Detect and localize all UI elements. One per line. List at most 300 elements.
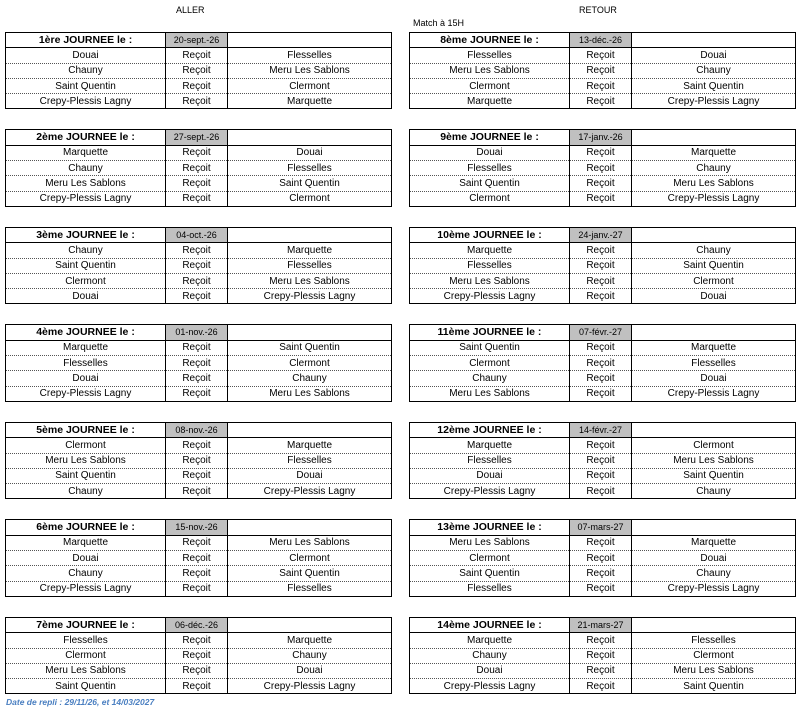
home-team: Clermont xyxy=(410,78,570,93)
recoit-label: Reçoit xyxy=(570,161,632,176)
match-row xyxy=(410,258,796,273)
journee-blank-cell xyxy=(632,520,796,535)
recoit-label: Reçoit xyxy=(570,438,632,453)
journee-blank-cell xyxy=(228,617,392,632)
recoit-label: Reçoit xyxy=(570,386,632,401)
away-team: Flesselles xyxy=(228,453,392,468)
journee-date: 07-mars-27 xyxy=(570,520,632,535)
match-row xyxy=(6,161,392,176)
home-team: Flesselles xyxy=(410,581,570,596)
away-team: Chauny xyxy=(632,566,796,581)
match-row xyxy=(410,176,796,191)
recoit-label: Reçoit xyxy=(166,356,228,371)
away-team: Meru Les Sablons xyxy=(228,386,392,401)
away-team: Chauny xyxy=(632,63,796,78)
away-team: Flesselles xyxy=(228,161,392,176)
home-team: Saint Quentin xyxy=(6,78,166,93)
home-team: Crepy-Plessis Lagny xyxy=(410,484,570,499)
home-team: Meru Les Sablons xyxy=(410,63,570,78)
home-team: Marquette xyxy=(6,535,166,550)
journee-title: 5ème JOURNEE le : xyxy=(6,422,166,437)
away-team: Saint Quentin xyxy=(632,258,796,273)
match-row xyxy=(6,453,392,468)
away-team: Marquette xyxy=(632,340,796,355)
journee-table xyxy=(5,519,392,596)
home-team: Douai xyxy=(6,551,166,566)
recoit-label: Reçoit xyxy=(166,340,228,355)
journee-title: 13ème JOURNEE le : xyxy=(410,520,570,535)
recoit-label: Reçoit xyxy=(166,438,228,453)
home-team: Saint Quentin xyxy=(6,679,166,694)
recoit-label: Reçoit xyxy=(166,535,228,550)
recoit-label: Reçoit xyxy=(570,145,632,160)
home-team: Chauny xyxy=(6,63,166,78)
recoit-label: Reçoit xyxy=(166,551,228,566)
match-row xyxy=(410,289,796,304)
match-row xyxy=(6,78,392,93)
journee-header-row xyxy=(410,520,796,535)
match-time-note: Match à 15H xyxy=(413,18,465,28)
recoit-label: Reçoit xyxy=(570,356,632,371)
away-team: Marquette xyxy=(632,145,796,160)
home-team: Meru Les Sablons xyxy=(6,663,166,678)
journee-header-row xyxy=(410,422,796,437)
journee-title: 8ème JOURNEE le : xyxy=(410,33,570,48)
home-team: Chauny xyxy=(6,161,166,176)
recoit-label: Reçoit xyxy=(570,273,632,288)
away-team: Clermont xyxy=(632,648,796,663)
match-row xyxy=(6,438,392,453)
journee-table xyxy=(409,324,796,401)
away-team: Meru Les Sablons xyxy=(632,453,796,468)
journee-title: 6ème JOURNEE le : xyxy=(6,520,166,535)
away-team: Crepy-Plessis Lagny xyxy=(228,289,392,304)
home-team: Marquette xyxy=(410,438,570,453)
journee-header-row xyxy=(6,520,392,535)
home-team: Clermont xyxy=(6,438,166,453)
match-row xyxy=(6,340,392,355)
home-team: Marquette xyxy=(6,145,166,160)
home-team: Meru Les Sablons xyxy=(6,176,166,191)
recoit-label: Reçoit xyxy=(166,663,228,678)
match-row xyxy=(410,63,796,78)
home-team: Flesselles xyxy=(410,48,570,63)
journee-title: 14ème JOURNEE le : xyxy=(410,617,570,632)
away-team: Douai xyxy=(228,468,392,483)
away-team: Flesselles xyxy=(632,356,796,371)
match-row xyxy=(410,243,796,258)
away-team: Crepy-Plessis Lagny xyxy=(632,191,796,206)
match-row xyxy=(410,340,796,355)
recoit-label: Reçoit xyxy=(166,176,228,191)
journee-blank-cell xyxy=(228,33,392,48)
away-team: Marquette xyxy=(228,633,392,648)
home-team: Clermont xyxy=(410,551,570,566)
away-team: Saint Quentin xyxy=(632,679,796,694)
match-row xyxy=(410,371,796,386)
match-row xyxy=(6,468,392,483)
journee-date: 20-sept.-26 xyxy=(166,33,228,48)
home-team: Marquette xyxy=(410,633,570,648)
home-team: Flesselles xyxy=(6,356,166,371)
away-team: Chauny xyxy=(228,648,392,663)
recoit-label: Reçoit xyxy=(570,243,632,258)
away-team: Flesselles xyxy=(228,581,392,596)
match-row xyxy=(6,551,392,566)
home-team: Flesselles xyxy=(410,453,570,468)
match-row xyxy=(6,566,392,581)
recoit-label: Reçoit xyxy=(166,94,228,109)
home-team: Flesselles xyxy=(410,161,570,176)
away-team: Douai xyxy=(632,289,796,304)
away-team: Douai xyxy=(228,145,392,160)
journee-blank-cell xyxy=(632,325,796,340)
match-row xyxy=(410,48,796,63)
home-team: Flesselles xyxy=(410,258,570,273)
home-team: Chauny xyxy=(6,566,166,581)
recoit-label: Reçoit xyxy=(570,94,632,109)
away-team: Flesselles xyxy=(228,258,392,273)
home-team: Crepy-Plessis Lagny xyxy=(6,94,166,109)
home-team: Douai xyxy=(6,371,166,386)
away-team: Crepy-Plessis Lagny xyxy=(632,94,796,109)
away-team: Clermont xyxy=(632,438,796,453)
recoit-label: Reçoit xyxy=(166,679,228,694)
recoit-label: Reçoit xyxy=(570,340,632,355)
recoit-label: Reçoit xyxy=(166,161,228,176)
journee-date: 21-mars-27 xyxy=(570,617,632,632)
journee-blank-cell xyxy=(228,227,392,242)
recoit-label: Reçoit xyxy=(166,386,228,401)
journee-blank-cell xyxy=(228,520,392,535)
retour-header: RETOUR xyxy=(579,5,617,15)
away-team: Flesselles xyxy=(632,633,796,648)
journee-date: 14-févr.-27 xyxy=(570,422,632,437)
journee-table xyxy=(5,32,392,109)
away-team: Douai xyxy=(632,48,796,63)
match-row xyxy=(410,468,796,483)
away-team: Chauny xyxy=(228,371,392,386)
journee-blank-cell xyxy=(632,422,796,437)
journee-table xyxy=(409,32,796,109)
recoit-label: Reçoit xyxy=(570,484,632,499)
home-team: Chauny xyxy=(410,371,570,386)
match-row xyxy=(410,551,796,566)
journee-table xyxy=(5,324,392,401)
recoit-label: Reçoit xyxy=(570,289,632,304)
journee-table xyxy=(5,617,392,694)
match-row xyxy=(6,94,392,109)
home-team: Crepy-Plessis Lagny xyxy=(410,679,570,694)
recoit-label: Reçoit xyxy=(570,581,632,596)
match-row xyxy=(6,176,392,191)
recoit-label: Reçoit xyxy=(166,468,228,483)
recoit-label: Reçoit xyxy=(166,453,228,468)
away-team: Marquette xyxy=(228,243,392,258)
recoit-label: Reçoit xyxy=(166,566,228,581)
journee-header-row xyxy=(6,130,392,145)
home-team: Crepy-Plessis Lagny xyxy=(6,386,166,401)
recoit-label: Reçoit xyxy=(570,633,632,648)
journee-header-row xyxy=(6,422,392,437)
journee-table xyxy=(409,422,796,499)
recoit-label: Reçoit xyxy=(166,145,228,160)
away-team: Meru Les Sablons xyxy=(632,663,796,678)
match-row xyxy=(410,386,796,401)
journee-header-row xyxy=(410,33,796,48)
journee-title: 2ème JOURNEE le : xyxy=(6,130,166,145)
match-row xyxy=(6,273,392,288)
journee-date: 08-nov.-26 xyxy=(166,422,228,437)
recoit-label: Reçoit xyxy=(166,581,228,596)
away-team: Clermont xyxy=(228,191,392,206)
match-row xyxy=(410,566,796,581)
away-team: Marquette xyxy=(228,438,392,453)
recoit-label: Reçoit xyxy=(166,273,228,288)
match-row xyxy=(6,535,392,550)
home-team: Clermont xyxy=(6,273,166,288)
home-team: Marquette xyxy=(410,94,570,109)
away-team: Chauny xyxy=(632,243,796,258)
home-team: Douai xyxy=(6,48,166,63)
away-team: Clermont xyxy=(228,78,392,93)
match-row xyxy=(6,48,392,63)
match-row xyxy=(6,679,392,694)
away-team: Crepy-Plessis Lagny xyxy=(632,386,796,401)
journee-blank-cell xyxy=(632,33,796,48)
journee-table xyxy=(5,129,392,206)
away-team: Crepy-Plessis Lagny xyxy=(228,679,392,694)
aller-header: ALLER xyxy=(176,5,205,15)
journee-date: 06-déc.-26 xyxy=(166,617,228,632)
journee-blank-cell xyxy=(228,130,392,145)
recoit-label: Reçoit xyxy=(166,633,228,648)
away-team: Crepy-Plessis Lagny xyxy=(632,581,796,596)
match-row xyxy=(6,371,392,386)
match-row xyxy=(410,453,796,468)
match-row xyxy=(410,535,796,550)
recoit-label: Reçoit xyxy=(166,63,228,78)
recoit-label: Reçoit xyxy=(570,566,632,581)
journee-table xyxy=(409,129,796,206)
match-row xyxy=(410,273,796,288)
away-team: Marquette xyxy=(228,94,392,109)
journee-date: 17-janv.-26 xyxy=(570,130,632,145)
recoit-label: Reçoit xyxy=(166,371,228,386)
journee-date: 13-déc.-26 xyxy=(570,33,632,48)
home-team: Flesselles xyxy=(6,633,166,648)
home-team: Saint Quentin xyxy=(6,258,166,273)
away-team: Chauny xyxy=(632,484,796,499)
home-team: Douai xyxy=(410,145,570,160)
match-row xyxy=(410,356,796,371)
match-row xyxy=(6,258,392,273)
journee-blank-cell xyxy=(632,130,796,145)
recoit-label: Reçoit xyxy=(166,484,228,499)
fallback-date-note: Date de repli : 29/11/26, et 14/03/2027 xyxy=(6,697,155,707)
away-team: Saint Quentin xyxy=(632,78,796,93)
home-team: Meru Les Sablons xyxy=(410,273,570,288)
journee-table xyxy=(409,227,796,304)
match-row xyxy=(6,581,392,596)
away-team: Flesselles xyxy=(228,48,392,63)
recoit-label: Reçoit xyxy=(166,243,228,258)
away-team: Saint Quentin xyxy=(228,176,392,191)
home-team: Marquette xyxy=(6,340,166,355)
journee-header-row xyxy=(6,325,392,340)
journee-date: 01-nov.-26 xyxy=(166,325,228,340)
recoit-label: Reçoit xyxy=(570,371,632,386)
journee-title: 12ème JOURNEE le : xyxy=(410,422,570,437)
recoit-label: Reçoit xyxy=(570,78,632,93)
match-row xyxy=(410,145,796,160)
home-team: Crepy-Plessis Lagny xyxy=(410,289,570,304)
match-row xyxy=(410,663,796,678)
home-team: Chauny xyxy=(410,648,570,663)
aller-column xyxy=(5,32,392,714)
journee-table xyxy=(409,617,796,694)
journee-header-row xyxy=(410,130,796,145)
home-team: Saint Quentin xyxy=(410,566,570,581)
journee-title: 1ère JOURNEE le : xyxy=(6,33,166,48)
journee-header-row xyxy=(6,33,392,48)
home-team: Meru Les Sablons xyxy=(410,535,570,550)
journee-date: 07-févr.-27 xyxy=(570,325,632,340)
journee-header-row xyxy=(6,617,392,632)
journee-header-row xyxy=(410,325,796,340)
match-row xyxy=(6,386,392,401)
home-team: Chauny xyxy=(6,243,166,258)
journee-table xyxy=(409,519,796,596)
away-team: Meru Les Sablons xyxy=(228,273,392,288)
journee-header-row xyxy=(410,617,796,632)
journee-header-row xyxy=(410,227,796,242)
away-team: Saint Quentin xyxy=(632,468,796,483)
journee-blank-cell xyxy=(632,227,796,242)
journee-title: 9ème JOURNEE le : xyxy=(410,130,570,145)
home-team: Chauny xyxy=(6,484,166,499)
away-team: Douai xyxy=(632,371,796,386)
home-team: Marquette xyxy=(410,243,570,258)
match-row xyxy=(410,633,796,648)
away-team: Meru Les Sablons xyxy=(228,535,392,550)
journee-date: 15-nov.-26 xyxy=(166,520,228,535)
match-row xyxy=(410,161,796,176)
match-row xyxy=(6,648,392,663)
recoit-label: Reçoit xyxy=(570,468,632,483)
recoit-label: Reçoit xyxy=(166,191,228,206)
away-team: Chauny xyxy=(632,161,796,176)
home-team: Crepy-Plessis Lagny xyxy=(6,191,166,206)
recoit-label: Reçoit xyxy=(166,78,228,93)
retour-column xyxy=(409,32,796,714)
match-row xyxy=(410,581,796,596)
recoit-label: Reçoit xyxy=(570,63,632,78)
recoit-label: Reçoit xyxy=(166,258,228,273)
away-team: Meru Les Sablons xyxy=(228,63,392,78)
match-row xyxy=(410,94,796,109)
recoit-label: Reçoit xyxy=(570,648,632,663)
recoit-label: Reçoit xyxy=(570,535,632,550)
journee-blank-cell xyxy=(228,422,392,437)
recoit-label: Reçoit xyxy=(570,258,632,273)
match-row xyxy=(6,633,392,648)
home-team: Clermont xyxy=(6,648,166,663)
home-team: Meru Les Sablons xyxy=(410,386,570,401)
journee-table xyxy=(5,227,392,304)
recoit-label: Reçoit xyxy=(570,191,632,206)
home-team: Douai xyxy=(6,289,166,304)
home-team: Saint Quentin xyxy=(410,176,570,191)
journee-title: 10ème JOURNEE le : xyxy=(410,227,570,242)
journee-table xyxy=(5,422,392,499)
recoit-label: Reçoit xyxy=(166,648,228,663)
journee-title: 7ème JOURNEE le : xyxy=(6,617,166,632)
journee-blank-cell xyxy=(632,617,796,632)
match-row xyxy=(410,484,796,499)
match-row xyxy=(6,63,392,78)
match-row xyxy=(6,663,392,678)
match-row xyxy=(6,484,392,499)
away-team: Clermont xyxy=(632,273,796,288)
match-row xyxy=(410,438,796,453)
match-row xyxy=(410,78,796,93)
recoit-label: Reçoit xyxy=(570,551,632,566)
match-row xyxy=(410,648,796,663)
recoit-label: Reçoit xyxy=(570,176,632,191)
match-row xyxy=(6,289,392,304)
recoit-label: Reçoit xyxy=(570,663,632,678)
away-team: Clermont xyxy=(228,356,392,371)
away-team: Clermont xyxy=(228,551,392,566)
recoit-label: Reçoit xyxy=(166,289,228,304)
journee-title: 11ème JOURNEE le : xyxy=(410,325,570,340)
journee-date: 24-janv.-27 xyxy=(570,227,632,242)
home-team: Clermont xyxy=(410,191,570,206)
journee-date: 04-oct.-26 xyxy=(166,227,228,242)
journee-date: 27-sept.-26 xyxy=(166,130,228,145)
away-team: Douai xyxy=(632,551,796,566)
match-row xyxy=(410,679,796,694)
home-team: Saint Quentin xyxy=(6,468,166,483)
journee-header-row xyxy=(6,227,392,242)
journee-title: 4ème JOURNEE le : xyxy=(6,325,166,340)
match-row xyxy=(6,243,392,258)
match-row xyxy=(6,145,392,160)
home-team: Douai xyxy=(410,663,570,678)
recoit-label: Reçoit xyxy=(570,453,632,468)
home-team: Clermont xyxy=(410,356,570,371)
away-team: Meru Les Sablons xyxy=(632,176,796,191)
away-team: Marquette xyxy=(632,535,796,550)
recoit-label: Reçoit xyxy=(570,48,632,63)
home-team: Crepy-Plessis Lagny xyxy=(6,581,166,596)
away-team: Saint Quentin xyxy=(228,340,392,355)
match-row xyxy=(6,191,392,206)
match-row xyxy=(410,191,796,206)
journee-blank-cell xyxy=(228,325,392,340)
away-team: Crepy-Plessis Lagny xyxy=(228,484,392,499)
home-team: Saint Quentin xyxy=(410,340,570,355)
home-team: Meru Les Sablons xyxy=(6,453,166,468)
journee-title: 3ème JOURNEE le : xyxy=(6,227,166,242)
match-row xyxy=(6,356,392,371)
recoit-label: Reçoit xyxy=(570,679,632,694)
recoit-label: Reçoit xyxy=(166,48,228,63)
home-team: Douai xyxy=(410,468,570,483)
away-team: Saint Quentin xyxy=(228,566,392,581)
away-team: Douai xyxy=(228,663,392,678)
